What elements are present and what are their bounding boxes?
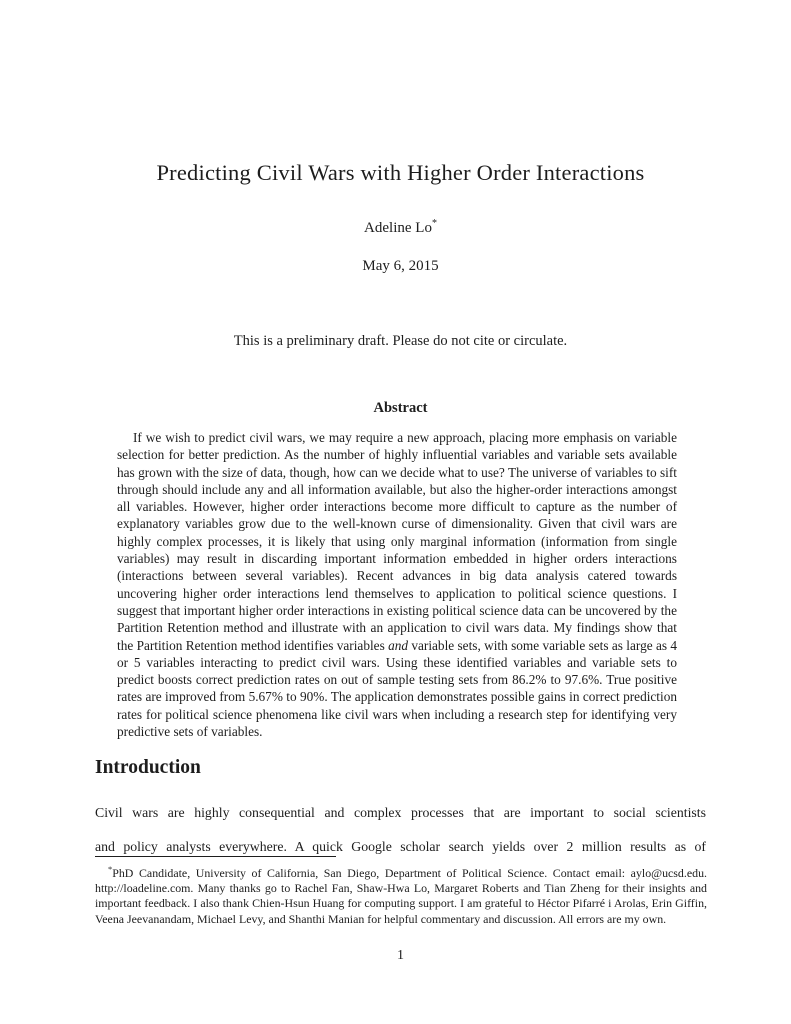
introduction-paragraph [95, 796, 706, 864]
footnote-text: PhD Candidate, University of California, San Diego, Department of Political Science. Contact email: aylo@ucsd.edu. http://loadeline.com. Many thanks go to Rachel Fan, Shaw-Hwa Lo, Margaret Roberts and Tian Zheng for their insights and important feedback. I also thank Chien-Hsun Huang for computing support. I am grateful to Héctor Pifarré i Arolas, Erin Giffin, Veena Jeevanandam, Michael Levy, and Shanthi Manian for helpful commentary and discussion. All errors are my own. [95, 865, 707, 926]
introduction-line-2: and policy analysts everywhere. A quick Google scholar search yields over 2 million results as of [95, 839, 706, 854]
abstract-italic-word: and [388, 637, 409, 653]
abstract-paragraph [117, 429, 677, 740]
introduction-line-1: Civil wars are highly consequential and complex processes that are important to social scientists [95, 805, 706, 820]
abstract-text-part2: variable sets, with some variable sets as large as 4 or 5 variables interacting to predict civil wars. Using these identified variables and variable sets to predict boosts correct prediction rates on out of sample testing sets from 86.2% to 97.6%. True positive rates are improved from 5.67% to 90%. The application demonstrates possible gains in correct prediction rates for political science phenomena like civil wars when including a research step for identifying very predictive sets of variables. [117, 637, 677, 740]
author-name: Adeline Lo [364, 220, 432, 236]
abstract-text-part1: If we wish to predict civil wars, we may require a new approach, placing more emphasis on variable selection for better prediction. As the number of highly influential variables and variable sets available has grown with the size of data, though, how can we decide what to use? The universe of variables to sift through should include any and all information available, but also the higher-order interactions amongst all variables. However, higher order interactions become more difficult to capture as the number of explanatory variables grow due to the well-known curse of dimensionality. Given that civil wars are highly complex processes, it is likely that using only marginal information (information from single variables) may result in discarding important information embedded in higher orders interactions (interactions between several variables). Recent advances in big data analysis catered towards uncovering higher order interactions lend themselves to application to political science questions. I suggest that important higher order interactions in existing political science data can be uncovered by the Partition Retention method and illustrate with an application to civil wars data. My findings show that the Partition Retention method identifies variables [117, 430, 677, 653]
abstract-body [117, 429, 677, 740]
paper-date: May 6, 2015 [362, 258, 439, 274]
author-line [95, 218, 706, 237]
paper-title: Predicting Civil Wars with Higher Order Interactions [156, 160, 645, 185]
footnote-rule [95, 856, 336, 857]
footnote [95, 862, 707, 927]
author-footnote-marker: * [431, 218, 437, 229]
abstract-heading: Abstract [373, 400, 428, 416]
page-number: 1 [397, 948, 404, 963]
footnote-paragraph [95, 862, 707, 927]
section-heading-introduction: Introduction [95, 757, 201, 778]
footnote-marker: * [108, 864, 113, 874]
draft-notice: This is a preliminary draft. Please do not cite or circulate. [233, 333, 568, 349]
